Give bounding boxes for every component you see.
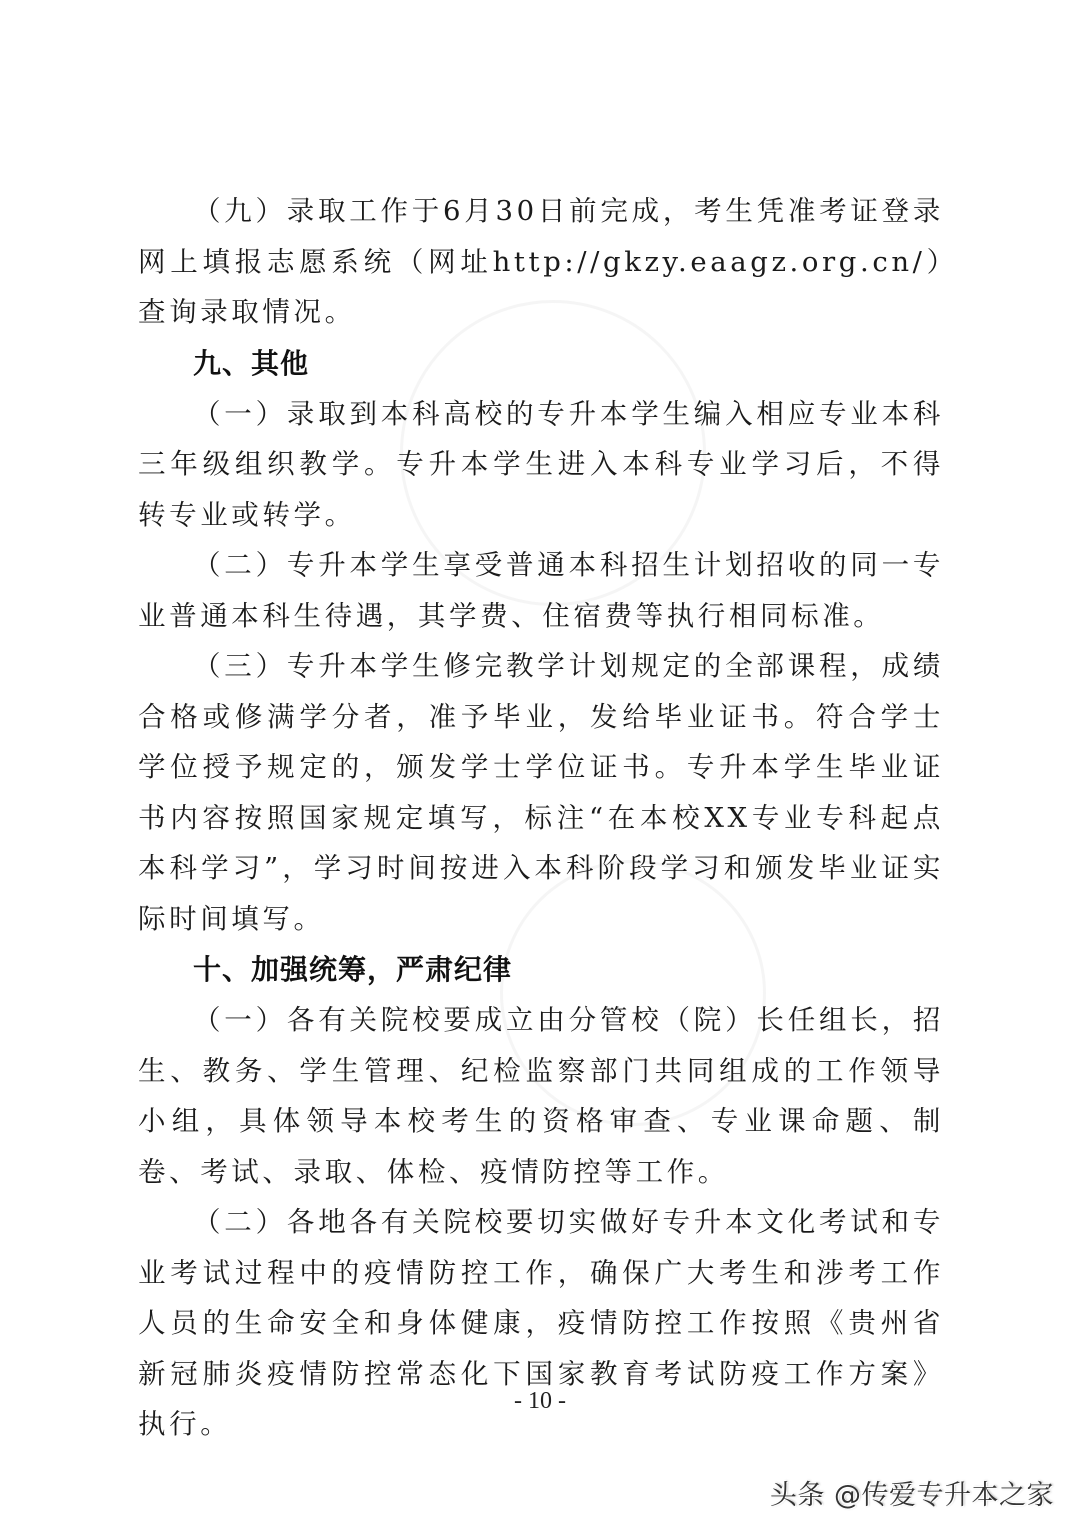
section-heading-coordination-discipline: 十、加强统筹，严肃纪律 [193, 953, 513, 986]
paragraph-epidemic-prevention: （二）各地各有关院校要切实做好专升本文化考试和专业考试过程中的疫情防控工作，确保广大考生和涉考工作人员的生命安全和身体健康，疫情防控工作按照《贵州省新冠肺炎疫情防控常态化下国家教育考试防疫工作方案》执行。 [138, 1206, 944, 1440]
paragraph-leadership-group: （一）各有关院校要成立由分管校（院）长任组长，招生、教务、学生管理、纪检监察部门共同组成的工作领导小组，具体领导本校考生的资格审查、专业课命题、制卷、考试、录取、体检、疫情防控等工作。 [138, 1004, 944, 1188]
section-heading-other: 九、其他 [193, 346, 310, 380]
page-number: - 10 - [514, 1388, 566, 1414]
paragraph-graduation-certificate: （三）专升本学生修完教学计划规定的全部课程，成绩合格或修满学分者，准予毕业，发给毕业证书。符合学士学位授予规定的，颁发学士学位证书。专升本学生毕业证书内容按照国家规定填写，标注“在本校XX专业专科起点本科学习”，学习时间按进入本科阶段学习和颁发毕业证实际时间填写。 [138, 650, 944, 935]
paragraph-student-treatment: （二）专升本学生享受普通本科招生计划招收的同一专业普通本科生待遇，其学费、住宿费等执行相同标准。 [138, 549, 944, 632]
paragraph-admission-completion: （九）录取工作于6月30日前完成，考生凭准考证登录网上填报志愿系统（网址http://gkzy.eaagz.org.cn/）查询录取情况。 [138, 195, 944, 328]
paragraph-enrollment-grade: （一）录取到本科高校的专升本学生编入相应专业本科三年级组织教学。专升本学生进入本科专业学习后，不得转专业或转学。 [138, 397, 944, 531]
source-watermark: 头条 @传爱专升本之家 [769, 1480, 1054, 1511]
document-body [138, 186, 944, 1450]
